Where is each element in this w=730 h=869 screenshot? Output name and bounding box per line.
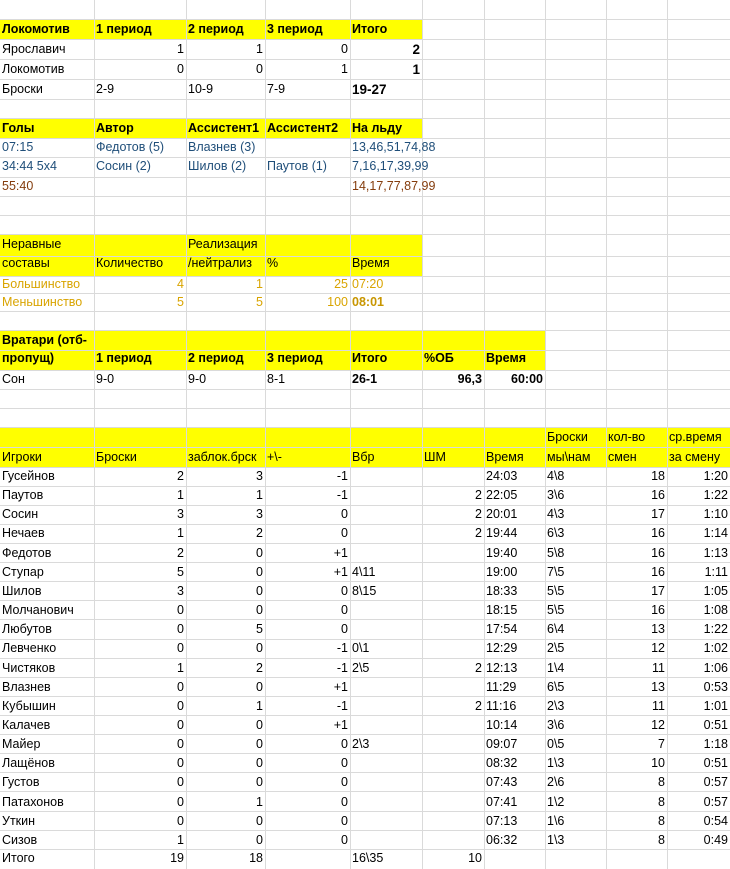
special-name-cell[interactable]: Большинство	[2, 277, 81, 291]
player-plusminus-cell[interactable]: 0	[341, 507, 348, 521]
player-shifts-cell[interactable]: 7	[658, 737, 665, 751]
players-header-shots[interactable]: Броски	[96, 450, 137, 464]
special-header-label-line1[interactable]: Неравные	[2, 237, 62, 251]
score-p3-cell[interactable]: 0	[341, 42, 348, 56]
player-shots-cell[interactable]: 0	[177, 699, 184, 713]
player-shots-cell[interactable]: 0	[177, 603, 184, 617]
special-time-cell[interactable]: 07:20	[352, 277, 384, 291]
goalies-header-time[interactable]: Время	[486, 351, 526, 365]
player-pim-cell[interactable]: 2	[475, 699, 482, 713]
score-team-cell[interactable]: Локомотив	[2, 62, 65, 76]
special-header-real-line1[interactable]: Реализация	[188, 237, 258, 251]
player-plusminus-cell[interactable]: 0	[341, 526, 348, 540]
player-blocked-cell[interactable]: 0	[256, 756, 263, 770]
goalie-p2-cell[interactable]: 9-0	[188, 372, 207, 386]
player-shots-onice-cell[interactable]: 1\3	[547, 756, 565, 770]
player-plusminus-cell[interactable]: 0	[341, 622, 348, 636]
player-avg-shift-cell[interactable]: 1:08	[703, 603, 728, 617]
player-avg-shift-cell[interactable]: 0:53	[703, 680, 728, 694]
player-time-cell[interactable]: 11:16	[486, 699, 517, 713]
player-name-cell[interactable]: Сизов	[2, 833, 38, 847]
players-header-plusminus[interactable]: +\-	[267, 450, 282, 464]
player-shots-cell[interactable]: 1	[177, 488, 184, 502]
player-plusminus-cell[interactable]: +1	[333, 565, 348, 579]
shots-label-cell[interactable]: Броски	[2, 82, 43, 96]
player-pim-cell[interactable]	[422, 620, 484, 639]
player-time-cell[interactable]: 22:05	[486, 488, 518, 502]
players-header-avg-line2[interactable]: за смену	[669, 450, 721, 464]
player-avg-shift-cell[interactable]: 1:06	[703, 661, 728, 675]
player-name-cell[interactable]: Калачев	[2, 718, 51, 732]
totals-blocked-cell[interactable]: 18	[249, 851, 263, 865]
player-plusminus-cell[interactable]: -1	[336, 699, 348, 713]
player-name-cell[interactable]: Шилов	[2, 584, 42, 598]
player-plusminus-cell[interactable]: 0	[341, 814, 348, 828]
players-header-shifts-line1[interactable]: кол-во	[608, 430, 646, 444]
player-shots-onice-cell[interactable]: 2\5	[547, 641, 565, 655]
player-blocked-cell[interactable]: 0	[256, 737, 263, 751]
player-time-cell[interactable]: 06:32	[486, 833, 518, 847]
goal-assist2-cell[interactable]: Паутов (1)	[267, 159, 327, 173]
player-blocked-cell[interactable]: 0	[256, 584, 263, 598]
player-time-cell[interactable]: 07:43	[486, 775, 518, 789]
player-blocked-cell[interactable]: 0	[256, 833, 263, 847]
player-shifts-cell[interactable]: 18	[651, 469, 665, 483]
player-plusminus-cell[interactable]: +1	[333, 546, 348, 560]
player-time-cell[interactable]: 19:44	[486, 526, 518, 540]
score-total-cell[interactable]: 1	[412, 62, 420, 77]
player-shots-cell[interactable]: 2	[177, 546, 184, 560]
goalies-header-svpct[interactable]: %ОБ	[424, 351, 454, 365]
player-shots-cell[interactable]: 2	[177, 469, 184, 483]
player-shots-onice-cell[interactable]: 6\4	[547, 622, 565, 636]
player-shots-onice-cell[interactable]: 6\3	[547, 526, 565, 540]
player-avg-shift-cell[interactable]: 1:05	[703, 584, 728, 598]
player-name-cell[interactable]: Любутов	[2, 622, 52, 636]
score-p1-cell[interactable]: 1	[177, 42, 184, 56]
player-shots-cell[interactable]: 3	[177, 584, 184, 598]
player-name-cell[interactable]: Майер	[2, 737, 41, 751]
players-header-shifts-line2[interactable]: смен	[608, 450, 637, 464]
player-plusminus-cell[interactable]: 0	[341, 795, 348, 809]
player-shots-onice-cell[interactable]: 5\5	[547, 603, 565, 617]
goalie-svpct-cell[interactable]: 96,3	[457, 372, 482, 386]
player-faceoffs-cell[interactable]	[350, 505, 422, 524]
player-blocked-cell[interactable]: 3	[256, 507, 263, 521]
goal-author-cell[interactable]: Сосин (2)	[96, 159, 151, 173]
totals-pim-cell[interactable]: 10	[468, 851, 482, 865]
goalies-header-total[interactable]: Итого	[352, 351, 388, 365]
goalies-header-label-line1[interactable]: Вратари (отб-	[2, 333, 87, 347]
player-time-cell[interactable]: 18:15	[486, 603, 518, 617]
player-pim-cell[interactable]	[422, 754, 484, 773]
player-pim-cell[interactable]	[422, 812, 484, 831]
player-time-cell[interactable]: 19:00	[486, 565, 518, 579]
player-name-cell[interactable]: Кубышин	[2, 699, 56, 713]
player-shifts-cell[interactable]: 16	[651, 488, 665, 502]
player-blocked-cell[interactable]: 0	[256, 565, 263, 579]
player-shots-cell[interactable]: 0	[177, 718, 184, 732]
player-pim-cell[interactable]	[422, 639, 484, 658]
player-plusminus-cell[interactable]: -1	[336, 488, 348, 502]
player-shots-cell[interactable]: 0	[177, 795, 184, 809]
player-faceoffs-cell[interactable]	[350, 793, 422, 812]
player-plusminus-cell[interactable]: 0	[341, 833, 348, 847]
score-p1-cell[interactable]: 0	[177, 62, 184, 76]
goal-time-cell[interactable]: 55:40	[2, 179, 34, 193]
goalies-header-p2[interactable]: 2 период	[188, 351, 244, 365]
score-p2-cell[interactable]: 1	[256, 42, 263, 56]
special-header-label-line2[interactable]: составы	[2, 256, 50, 270]
player-faceoffs-cell[interactable]	[350, 678, 422, 697]
player-pim-cell[interactable]	[422, 793, 484, 812]
player-shots-onice-cell[interactable]: 2\3	[547, 699, 565, 713]
player-name-cell[interactable]: Левченко	[2, 641, 57, 655]
players-header-time[interactable]: Время	[486, 450, 524, 464]
player-shots-cell[interactable]: 0	[177, 814, 184, 828]
player-name-cell[interactable]: Влазнев	[2, 680, 51, 694]
player-pim-cell[interactable]	[422, 716, 484, 735]
player-shifts-cell[interactable]: 16	[651, 603, 665, 617]
goal-assist1-cell[interactable]: Шилов (2)	[188, 159, 247, 173]
player-blocked-cell[interactable]: 0	[256, 546, 263, 560]
player-time-cell[interactable]: 10:14	[486, 718, 518, 732]
player-pim-cell[interactable]	[422, 773, 484, 792]
player-plusminus-cell[interactable]: +1	[333, 680, 348, 694]
player-blocked-cell[interactable]: 0	[256, 718, 263, 732]
player-faceoffs-cell[interactable]	[350, 486, 422, 505]
player-blocked-cell[interactable]: 0	[256, 680, 263, 694]
player-shots-onice-cell[interactable]: 4\3	[547, 507, 565, 521]
goal-on-ice-cell[interactable]: 14,17,77,87,99	[352, 179, 436, 193]
special-header-count[interactable]: Количество	[96, 256, 164, 270]
player-shifts-cell[interactable]: 11	[652, 661, 665, 675]
player-pim-cell[interactable]: 2	[475, 526, 482, 540]
player-avg-shift-cell[interactable]: 0:49	[703, 833, 728, 847]
special-count-cell[interactable]: 4	[177, 277, 184, 291]
player-name-cell[interactable]: Уткин	[2, 814, 36, 828]
player-name-cell[interactable]: Паутов	[2, 488, 44, 502]
player-blocked-cell[interactable]: 5	[256, 622, 263, 636]
player-shots-onice-cell[interactable]: 7\5	[547, 565, 565, 579]
player-name-cell[interactable]: Федотов	[2, 546, 52, 560]
player-shots-cell[interactable]: 3	[177, 507, 184, 521]
player-shifts-cell[interactable]: 8	[658, 775, 665, 789]
player-avg-shift-cell[interactable]: 0:54	[703, 814, 728, 828]
special-header-pct[interactable]: %	[267, 256, 279, 270]
player-shots-onice-cell[interactable]: 1\3	[547, 833, 565, 847]
player-pim-cell[interactable]	[422, 544, 484, 563]
player-shots-cell[interactable]: 5	[177, 565, 184, 579]
player-faceoffs-cell[interactable]	[350, 716, 422, 735]
score-team-cell[interactable]: Ярославич	[2, 42, 66, 56]
goalie-total-cell[interactable]: 26-1	[352, 372, 378, 386]
player-name-cell[interactable]: Ступар	[2, 565, 44, 579]
player-avg-shift-cell[interactable]: 1:22	[703, 622, 728, 636]
player-shifts-cell[interactable]: 8	[658, 833, 665, 847]
player-pim-cell[interactable]	[422, 678, 484, 697]
player-time-cell[interactable]: 08:32	[486, 756, 518, 770]
player-shots-cell[interactable]: 0	[177, 775, 184, 789]
player-pim-cell[interactable]	[422, 601, 484, 620]
player-shots-onice-cell[interactable]: 3\6	[547, 718, 565, 732]
player-shots-onice-cell[interactable]: 6\5	[547, 680, 565, 694]
player-pim-cell[interactable]	[422, 467, 484, 486]
player-name-cell[interactable]: Молчанович	[2, 603, 74, 617]
player-time-cell[interactable]: 12:13	[486, 661, 518, 675]
goalies-header-p1[interactable]: 1 период	[96, 351, 152, 365]
player-shots-cell[interactable]: 1	[177, 526, 184, 540]
player-shifts-cell[interactable]: 10	[651, 756, 665, 770]
totals-shots-cell[interactable]: 19	[170, 851, 184, 865]
player-shots-onice-cell[interactable]: 0\5	[547, 737, 565, 751]
player-avg-shift-cell[interactable]: 0:57	[703, 775, 728, 789]
player-blocked-cell[interactable]: 1	[256, 795, 263, 809]
goals-header-author[interactable]: Автор	[96, 121, 134, 135]
player-faceoffs-cell[interactable]: 2\3	[352, 737, 370, 751]
players-header-pim[interactable]: ШМ	[424, 450, 446, 464]
player-time-cell[interactable]: 18:33	[486, 584, 518, 598]
player-faceoffs-cell[interactable]	[350, 620, 422, 639]
player-blocked-cell[interactable]: 3	[256, 469, 263, 483]
player-shots-onice-cell[interactable]: 5\5	[547, 584, 565, 598]
score-header-p2[interactable]: 2 период	[188, 22, 244, 36]
player-plusminus-cell[interactable]: -1	[336, 469, 348, 483]
player-blocked-cell[interactable]: 2	[256, 661, 263, 675]
player-name-cell[interactable]: Чистяков	[2, 661, 56, 675]
player-avg-shift-cell[interactable]: 1:18	[703, 737, 728, 751]
player-blocked-cell[interactable]: 0	[256, 641, 263, 655]
player-pim-cell[interactable]: 2	[475, 507, 482, 521]
players-header-name[interactable]: Игроки	[2, 450, 42, 464]
goal-assist1-cell[interactable]: Влазнев (3)	[188, 140, 256, 154]
player-plusminus-cell[interactable]: -1	[336, 641, 348, 655]
score-header-team[interactable]: Локомотив	[2, 22, 70, 36]
players-header-blocked[interactable]: заблок.брск	[188, 450, 257, 464]
special-time-cell[interactable]: 08:01	[352, 295, 384, 309]
player-avg-shift-cell[interactable]: 1:11	[704, 565, 728, 579]
player-faceoffs-cell[interactable]: 4\11	[352, 565, 376, 579]
player-plusminus-cell[interactable]: +1	[333, 718, 348, 732]
player-time-cell[interactable]: 17:54	[486, 622, 518, 636]
player-name-cell[interactable]: Гусейнов	[2, 469, 55, 483]
player-blocked-cell[interactable]: 2	[256, 526, 263, 540]
player-shots-cell[interactable]: 0	[177, 680, 184, 694]
player-shots-onice-cell[interactable]: 1\6	[547, 814, 565, 828]
player-shots-onice-cell[interactable]: 5\8	[547, 546, 565, 560]
player-name-cell[interactable]: Патахонов	[2, 795, 64, 809]
player-avg-shift-cell[interactable]: 1:10	[703, 507, 728, 521]
player-time-cell[interactable]: 24:03	[486, 469, 518, 483]
player-time-cell[interactable]: 07:13	[486, 814, 518, 828]
player-faceoffs-cell[interactable]: 8\15	[352, 584, 377, 598]
special-header-real-line2[interactable]: /нейтрализ	[188, 256, 252, 270]
players-header-shots-onice-line2[interactable]: мы\нам	[547, 450, 591, 464]
goals-header-time[interactable]: Голы	[2, 121, 35, 135]
special-real-cell[interactable]: 5	[256, 295, 263, 309]
player-shots-onice-cell[interactable]: 1\4	[547, 661, 565, 675]
score-header-p1[interactable]: 1 период	[96, 22, 152, 36]
special-name-cell[interactable]: Меньшинство	[2, 295, 83, 309]
player-time-cell[interactable]: 20:01	[486, 507, 518, 521]
player-faceoffs-cell[interactable]	[350, 754, 422, 773]
goal-assist2-cell[interactable]	[265, 138, 350, 157]
shots-p3-cell[interactable]: 7-9	[267, 82, 286, 96]
special-pct-cell[interactable]: 25	[334, 277, 348, 291]
player-shifts-cell[interactable]: 16	[651, 546, 665, 560]
player-avg-shift-cell[interactable]: 1:20	[703, 469, 728, 483]
player-shifts-cell[interactable]: 8	[658, 814, 665, 828]
player-faceoffs-cell[interactable]	[350, 831, 422, 850]
player-pim-cell[interactable]	[422, 831, 484, 850]
player-shifts-cell[interactable]: 16	[651, 565, 665, 579]
player-shifts-cell[interactable]: 16	[651, 526, 665, 540]
player-shots-cell[interactable]: 1	[177, 833, 184, 847]
player-blocked-cell[interactable]: 0	[256, 775, 263, 789]
player-faceoffs-cell[interactable]	[350, 601, 422, 620]
goal-on-ice-cell[interactable]: 13,46,51,74,88	[352, 140, 436, 154]
players-header-faceoffs[interactable]: Вбр	[352, 450, 375, 464]
player-shots-onice-cell[interactable]: 3\6	[547, 488, 565, 502]
shots-p1-cell[interactable]: 2-9	[96, 82, 115, 96]
totals-label-cell[interactable]: Итого	[2, 851, 35, 865]
shots-total-cell[interactable]: 19-27	[352, 82, 387, 97]
player-blocked-cell[interactable]: 0	[256, 603, 263, 617]
player-pim-cell[interactable]: 2	[475, 661, 482, 675]
player-shots-cell[interactable]: 0	[177, 622, 184, 636]
player-shots-cell[interactable]: 0	[177, 641, 184, 655]
player-shots-onice-cell[interactable]: 2\6	[547, 775, 565, 789]
player-avg-shift-cell[interactable]: 1:02	[703, 641, 728, 655]
score-header-total[interactable]: Итого	[352, 22, 388, 36]
player-shifts-cell[interactable]: 13	[651, 680, 665, 694]
goals-header-ice[interactable]: На льду	[352, 121, 403, 135]
player-shots-cell[interactable]: 0	[177, 756, 184, 770]
goalie-p3-cell[interactable]: 8-1	[267, 372, 286, 386]
player-shots-onice-cell[interactable]: 1\2	[547, 795, 565, 809]
player-faceoffs-cell[interactable]: 2\5	[352, 661, 370, 675]
score-header-p3[interactable]: 3 период	[267, 22, 323, 36]
player-avg-shift-cell[interactable]: 0:51	[703, 756, 728, 770]
player-plusminus-cell[interactable]: 0	[341, 603, 348, 617]
player-plusminus-cell[interactable]: 0	[341, 756, 348, 770]
players-header-shots-onice-line1[interactable]: Броски	[547, 430, 588, 444]
goalie-p1-cell[interactable]: 9-0	[96, 372, 115, 386]
score-total-cell[interactable]: 2	[412, 42, 420, 57]
player-shifts-cell[interactable]: 17	[651, 507, 665, 521]
player-pim-cell[interactable]	[422, 582, 484, 601]
player-time-cell[interactable]: 11:29	[486, 680, 517, 694]
player-shots-cell[interactable]: 0	[177, 737, 184, 751]
player-faceoffs-cell[interactable]	[350, 697, 422, 716]
player-avg-shift-cell[interactable]: 1:01	[703, 699, 728, 713]
player-shifts-cell[interactable]: 12	[651, 718, 665, 732]
player-avg-shift-cell[interactable]: 1:14	[703, 526, 728, 540]
goal-author-cell[interactable]: Федотов (5)	[96, 140, 165, 154]
player-blocked-cell[interactable]: 1	[256, 699, 263, 713]
player-faceoffs-cell[interactable]: 0\1	[352, 641, 370, 655]
player-time-cell[interactable]: 09:07	[486, 737, 518, 751]
totals-faceoffs-cell[interactable]: 16\35	[352, 851, 384, 865]
player-name-cell[interactable]: Нечаев	[2, 526, 45, 540]
player-plusminus-cell[interactable]: 0	[341, 775, 348, 789]
shots-p2-cell[interactable]: 10-9	[188, 82, 214, 96]
score-p2-cell[interactable]: 0	[256, 62, 263, 76]
goalie-time-cell[interactable]: 60:00	[511, 372, 543, 386]
player-faceoffs-cell[interactable]	[350, 812, 422, 831]
goalies-header-p3[interactable]: 3 период	[267, 351, 323, 365]
player-shots-cell[interactable]: 1	[177, 661, 184, 675]
player-shifts-cell[interactable]: 8	[658, 795, 665, 809]
player-avg-shift-cell[interactable]: 1:22	[703, 488, 728, 502]
goal-on-ice-cell[interactable]: 7,16,17,39,99	[352, 159, 429, 173]
player-shifts-cell[interactable]: 12	[651, 641, 665, 655]
player-time-cell[interactable]: 07:41	[486, 795, 518, 809]
goal-time-cell[interactable]: 34:44 5x4	[2, 159, 57, 173]
player-avg-shift-cell[interactable]: 1:13	[703, 546, 728, 560]
player-avg-shift-cell[interactable]: 0:57	[703, 795, 728, 809]
player-faceoffs-cell[interactable]	[350, 467, 422, 486]
player-blocked-cell[interactable]: 1	[256, 488, 263, 502]
player-pim-cell[interactable]: 2	[475, 488, 482, 502]
players-header-avg-line1[interactable]: ср.время	[669, 430, 722, 444]
special-real-cell[interactable]: 1	[256, 277, 263, 291]
special-pct-cell[interactable]: 100	[327, 295, 348, 309]
player-pim-cell[interactable]	[422, 563, 484, 582]
special-count-cell[interactable]: 5	[177, 295, 184, 309]
player-plusminus-cell[interactable]: 0	[341, 737, 348, 751]
player-plusminus-cell[interactable]: 0	[341, 584, 348, 598]
player-name-cell[interactable]: Густов	[2, 775, 40, 789]
goalie-name-cell[interactable]: Сон	[2, 372, 25, 386]
player-faceoffs-cell[interactable]	[350, 773, 422, 792]
player-blocked-cell[interactable]: 0	[256, 814, 263, 828]
player-avg-shift-cell[interactable]: 0:51	[703, 718, 728, 732]
goal-time-cell[interactable]: 07:15	[2, 140, 34, 154]
player-time-cell[interactable]: 12:29	[486, 641, 518, 655]
player-shifts-cell[interactable]: 13	[651, 622, 665, 636]
special-header-time[interactable]: Время	[352, 256, 390, 270]
player-name-cell[interactable]: Сосин	[2, 507, 39, 521]
score-p3-cell[interactable]: 1	[341, 62, 348, 76]
player-name-cell[interactable]: Лащёнов	[2, 756, 55, 770]
goals-header-assist2[interactable]: Ассистент2	[267, 121, 339, 135]
player-faceoffs-cell[interactable]	[350, 524, 422, 543]
player-time-cell[interactable]: 19:40	[486, 546, 518, 560]
goalies-header-label-line2[interactable]: пропущ)	[2, 351, 55, 365]
player-shots-onice-cell[interactable]: 4\8	[547, 469, 565, 483]
player-shifts-cell[interactable]: 17	[651, 584, 665, 598]
goals-header-assist1[interactable]: Ассистент1	[188, 121, 260, 135]
player-pim-cell[interactable]	[422, 735, 484, 754]
player-shifts-cell[interactable]: 11	[652, 699, 665, 713]
player-plusminus-cell[interactable]: -1	[336, 661, 348, 675]
player-faceoffs-cell[interactable]	[350, 544, 422, 563]
